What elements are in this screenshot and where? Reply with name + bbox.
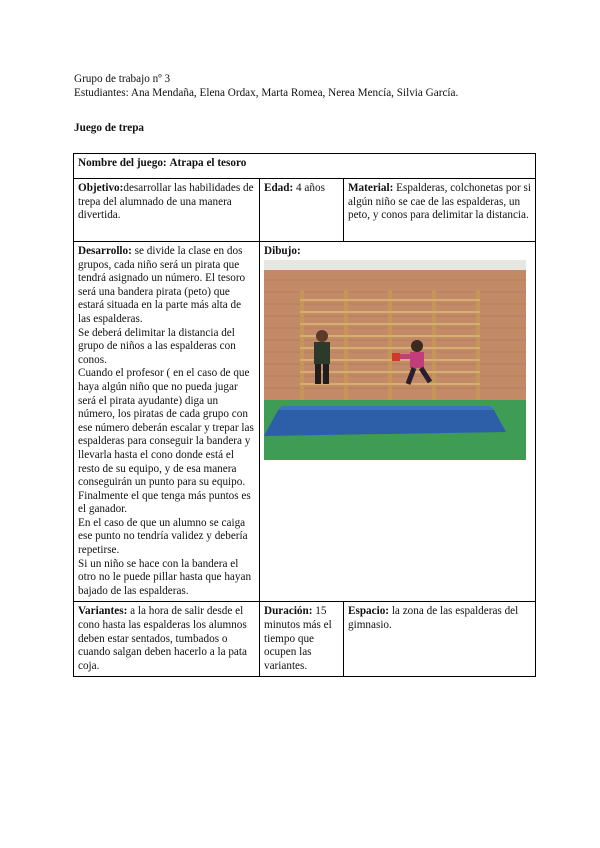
desarrollo-paragraph-2: Se deberá delimitar la distancia del grupo de niños a las espalderas con conos. — [78, 326, 236, 366]
variantes-cell — [74, 602, 260, 677]
objetivo-cell — [74, 179, 260, 242]
objetivo-text: desarrollar las habilidades de trepa del alumnado de una manera divertida. — [78, 182, 254, 222]
section-title: Juego de trepa — [74, 122, 145, 134]
material-text: Espalderas, colchonetas por si algún niño se cae de las espalderas, un peto, y conos para delimitar la distancia. — [348, 182, 531, 222]
duracion-label: Duración: — [264, 605, 313, 618]
duracion-cell — [260, 602, 344, 677]
group-line: Grupo de trabajo nº 3 — [74, 73, 171, 85]
material-label: Material: — [348, 182, 394, 194]
row-game-name — [74, 154, 536, 179]
edad-text: 4 años — [296, 182, 325, 194]
material-cell — [344, 179, 536, 242]
game-name-value: Atrapa el tesoro — [169, 157, 247, 169]
climbing-photo-illustration — [264, 260, 526, 460]
variantes-label: Variantes: — [78, 605, 128, 618]
variantes-text: a la hora de salir desde el cono hasta las espalderas los alumnos deben estar sentados, tumbados o cuando salgan deben hacerlo a la pata coja. — [78, 605, 247, 672]
espacio-label: Espacio: — [348, 605, 390, 618]
edad-label: Edad: — [264, 182, 294, 194]
students-line: Estudiantes: Ana Mendaña, Elena Ordax, Marta Romea, Nerea Mencía, Silvia García. — [74, 86, 459, 99]
desarrollo-label: Desarrollo: — [78, 245, 132, 257]
desarrollo-paragraph-3: Cuando el profesor ( en el caso de que haya algún niño que no pueda jugar será el pirata ayudante) diga un número, los piratas de cada grupo con ese número deberán escalar y trepar las espalderas para conseguir la bandera y llevarla hasta el cono donde está el resto de su equipo, y de esa manera conseguirán un punto para su equipo. Finalmente el que tenga más puntos es el ganador. — [78, 367, 254, 516]
espacio-cell — [344, 602, 536, 677]
game-name-cell — [74, 154, 536, 179]
desarrollo-paragraph-5: Si un niño se hace con la bandera el otro no le puede pillar hasta que hayan bajado de las espalderas. — [78, 557, 252, 597]
game-sheet-table — [73, 153, 536, 677]
desarrollo-cell — [74, 242, 260, 602]
duracion-text: 15 minutos más el tiempo que ocupen las variantes. — [264, 605, 332, 672]
dibujo-cell — [260, 242, 536, 602]
espacio-text: la zona de las espalderas del gimnasio. — [348, 605, 519, 632]
game-name-label: Nombre del juego: — [78, 157, 167, 169]
desarrollo-paragraph-1: se divide la clase en dos grupos, cada niño será un pirata que tendrá asignado un número. El tesoro será una bandera pirata (peto) que estará situada en la parte más alta de las espalderas. — [78, 245, 246, 325]
edad-cell — [260, 179, 344, 242]
objetivo-label: Objetivo: — [78, 182, 124, 194]
row-objetivo — [74, 179, 536, 242]
row-variantes — [74, 602, 536, 677]
document-header — [74, 73, 458, 100]
desarrollo-paragraph-4: En el caso de que un alumno se caiga ese punto no tendría validez y debería repetirse. — [78, 516, 248, 557]
dibujo-label: Dibujo: — [264, 245, 301, 257]
climbing-photo — [264, 260, 526, 460]
row-desarrollo — [74, 242, 536, 602]
